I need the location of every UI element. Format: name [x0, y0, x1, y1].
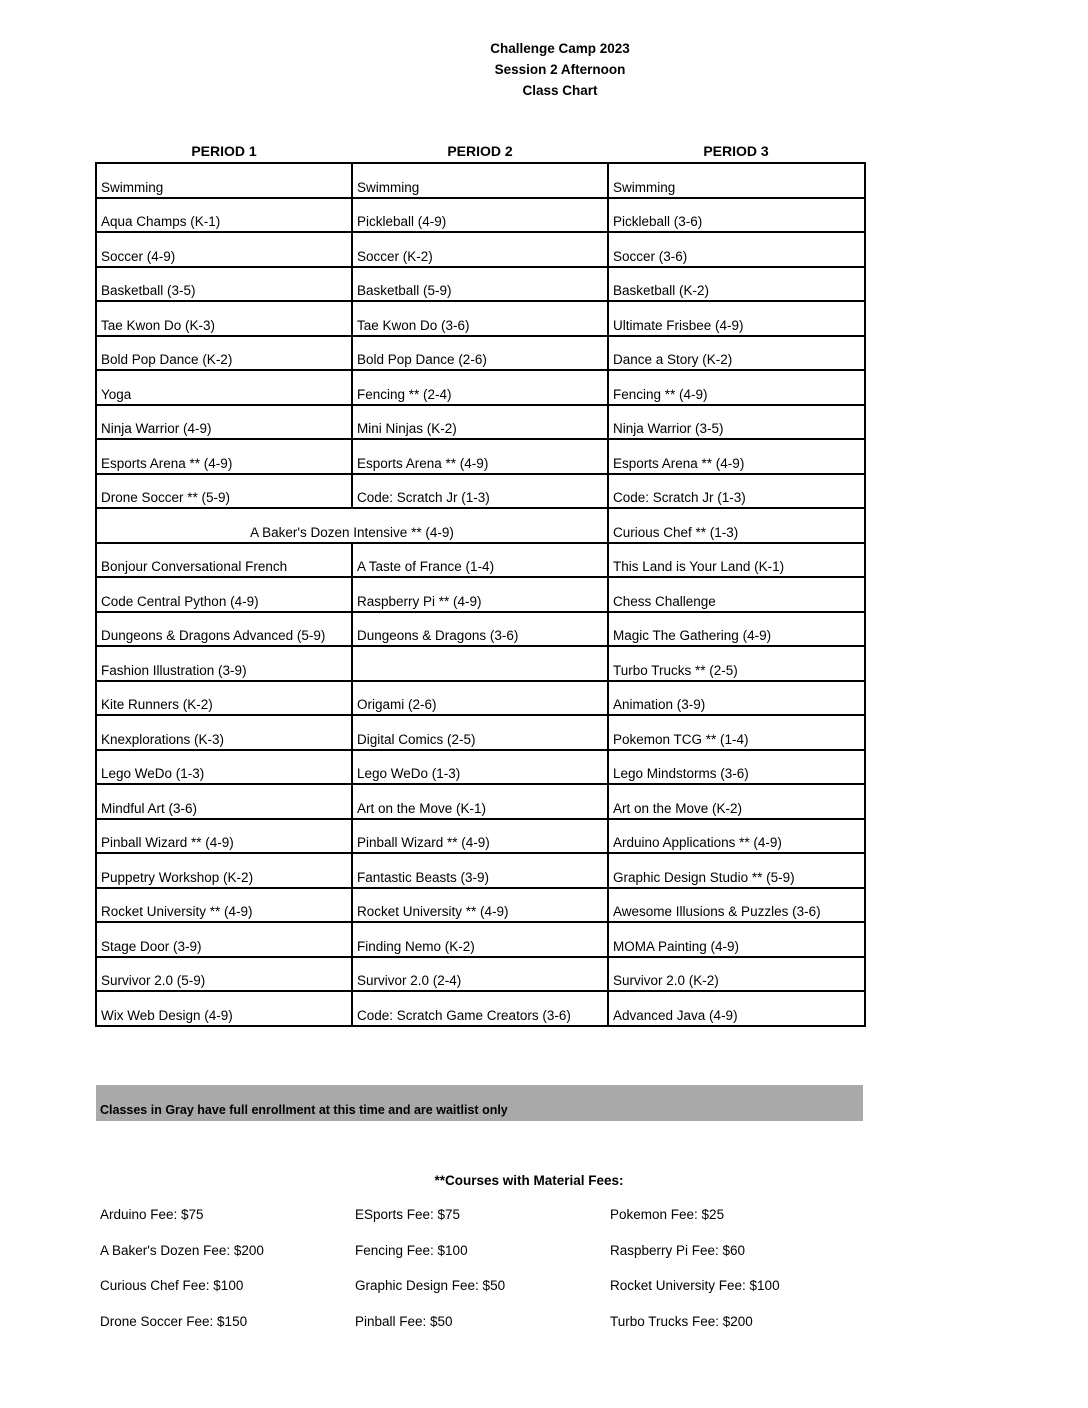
- fee-item: Fencing Fee: $100: [355, 1242, 468, 1258]
- schedule-row: [96, 922, 865, 957]
- title-line-session: Session 2 Afternoon: [494, 62, 626, 77]
- schedule-row: [96, 370, 865, 405]
- class-cell: Soccer (3-6): [608, 232, 865, 267]
- class-cell: Knexplorations (K-3): [96, 715, 352, 750]
- schedule-row: [96, 163, 865, 198]
- schedule-row: [96, 301, 865, 336]
- schedule-row: [96, 957, 865, 992]
- class-cell: A Taste of France (1-4): [352, 543, 608, 578]
- fee-item: A Baker's Dozen Fee: $200: [100, 1242, 264, 1258]
- class-cell: Code: Scratch Game Creators (3-6): [352, 991, 608, 1026]
- material-fees-heading: **Courses with Material Fees:: [434, 1173, 624, 1188]
- schedule-row: [96, 819, 865, 854]
- period-3-header: PERIOD 3: [703, 143, 769, 159]
- material-fees-list: [100, 1207, 870, 1349]
- schedule-row: [96, 474, 865, 509]
- class-cell: Code Central Python (4-9): [96, 577, 352, 612]
- class-cell: A Baker's Dozen Intensive ** (4-9): [96, 508, 608, 543]
- class-cell: Dungeons & Dragons (3-6): [352, 612, 608, 647]
- class-cell: Stage Door (3-9): [96, 922, 352, 957]
- class-cell: MOMA Painting (4-9): [608, 922, 865, 957]
- fee-item: Graphic Design Fee: $50: [355, 1278, 506, 1293]
- class-cell: Animation (3-9): [608, 681, 865, 716]
- fee-row: [100, 1314, 870, 1350]
- class-cell: Origami (2-6): [352, 681, 608, 716]
- class-cell: Drone Soccer ** (5-9): [96, 474, 352, 509]
- class-cell: Swimming: [352, 163, 608, 198]
- class-cell: Esports Arena ** (4-9): [608, 439, 865, 474]
- class-cell: Chess Challenge: [608, 577, 865, 612]
- class-cell: Fencing ** (4-9): [608, 370, 865, 405]
- class-cell: Advanced Java (4-9): [608, 991, 865, 1026]
- class-cell: Pokemon TCG ** (1-4): [608, 715, 865, 750]
- class-cell: Art on the Move (K-2): [608, 784, 865, 819]
- fee-item: Arduino Fee: $75: [100, 1207, 204, 1222]
- class-cell: Pickleball (3-6): [608, 198, 865, 233]
- class-cell: Dungeons & Dragons Advanced (5-9): [96, 612, 352, 647]
- class-cell: Basketball (3-5): [96, 267, 352, 302]
- class-cell: Swimming: [608, 163, 865, 198]
- class-cell: Pickleball (4-9): [352, 198, 608, 233]
- class-cell: Bold Pop Dance (K-2): [96, 336, 352, 371]
- class-cell: Basketball (5-9): [352, 267, 608, 302]
- title-line-camp: Challenge Camp 2023: [490, 41, 630, 56]
- class-cell: Lego Mindstorms (3-6): [608, 750, 865, 785]
- fee-row: [100, 1207, 870, 1243]
- schedule-row: [96, 543, 865, 578]
- schedule-row: [96, 232, 865, 267]
- class-cell: Basketball (K-2): [608, 267, 865, 302]
- class-cell: [352, 646, 608, 681]
- class-cell: Esports Arena ** (4-9): [352, 439, 608, 474]
- period-2-header: PERIOD 2: [447, 143, 513, 159]
- document-title: [0, 38, 1088, 101]
- class-cell: Lego WeDo (1-3): [352, 750, 608, 785]
- fee-item: Drone Soccer Fee: $150: [100, 1313, 248, 1329]
- fee-item: Rocket University Fee: $100: [610, 1278, 780, 1293]
- class-cell: This Land is Your Land (K-1): [608, 543, 865, 578]
- title-line-chart: Class Chart: [522, 83, 598, 98]
- schedule-row: [96, 646, 865, 681]
- class-cell: Graphic Design Studio ** (5-9): [608, 853, 865, 888]
- class-cell: Code: Scratch Jr (1-3): [352, 474, 608, 509]
- class-cell: Survivor 2.0 (2-4): [352, 957, 608, 992]
- schedule-row: [96, 439, 865, 474]
- schedule-row: [96, 715, 865, 750]
- period-1-header: PERIOD 1: [191, 143, 257, 159]
- class-cell: Curious Chef ** (1-3): [608, 508, 865, 543]
- class-cell: Puppetry Workshop (K-2): [96, 853, 352, 888]
- class-cell: Swimming: [96, 163, 352, 198]
- class-cell: Ninja Warrior (4-9): [96, 405, 352, 440]
- schedule-body: [96, 163, 865, 1026]
- class-cell: Rocket University ** (4-9): [352, 888, 608, 923]
- class-cell: Pinball Wizard ** (4-9): [352, 819, 608, 854]
- class-cell: Soccer (4-9): [96, 232, 352, 267]
- class-cell: Kite Runners (K-2): [96, 681, 352, 716]
- class-cell: Ultimate Frisbee (4-9): [608, 301, 865, 336]
- schedule-row: [96, 681, 865, 716]
- class-cell: Turbo Trucks ** (2-5): [608, 646, 865, 681]
- fee-item: Turbo Trucks Fee: $200: [610, 1313, 753, 1329]
- class-cell: Arduino Applications ** (4-9): [608, 819, 865, 854]
- schedule-row: [96, 508, 865, 543]
- class-cell: Bold Pop Dance (2-6): [352, 336, 608, 371]
- class-schedule-table: [95, 162, 866, 1027]
- fee-item: Pokemon Fee: $25: [610, 1207, 725, 1222]
- schedule-row: [96, 336, 865, 371]
- class-cell: Awesome Illusions & Puzzles (3-6): [608, 888, 865, 923]
- fee-row: [100, 1278, 870, 1314]
- fee-item: Pinball Fee: $50: [355, 1313, 453, 1329]
- waitlist-note: Classes in Gray have full enrollment at this time and are waitlist only: [100, 1103, 508, 1117]
- class-cell: Art on the Move (K-1): [352, 784, 608, 819]
- class-cell: Code: Scratch Jr (1-3): [608, 474, 865, 509]
- waitlist-note-bar: [96, 1085, 863, 1121]
- schedule-row: [96, 405, 865, 440]
- schedule-row: [96, 267, 865, 302]
- class-cell: Tae Kwon Do (3-6): [352, 301, 608, 336]
- fee-row: [100, 1243, 870, 1279]
- class-cell: Pinball Wizard ** (4-9): [96, 819, 352, 854]
- schedule-row: [96, 888, 865, 923]
- schedule-row: [96, 577, 865, 612]
- schedule-row: [96, 198, 865, 233]
- schedule-row: [96, 853, 865, 888]
- class-cell: Yoga: [96, 370, 352, 405]
- fee-item: ESports Fee: $75: [355, 1207, 461, 1222]
- class-cell: Mini Ninjas (K-2): [352, 405, 608, 440]
- class-cell: Raspberry Pi ** (4-9): [352, 577, 608, 612]
- class-cell: Tae Kwon Do (K-3): [96, 301, 352, 336]
- class-cell: Finding Nemo (K-2): [352, 922, 608, 957]
- class-cell: Mindful Art (3-6): [96, 784, 352, 819]
- class-cell: Soccer (K-2): [352, 232, 608, 267]
- class-cell: Rocket University ** (4-9): [96, 888, 352, 923]
- schedule-row: [96, 784, 865, 819]
- class-cell: Magic The Gathering (4-9): [608, 612, 865, 647]
- class-cell: Fashion Illustration (3-9): [96, 646, 352, 681]
- class-cell: Wix Web Design (4-9): [96, 991, 352, 1026]
- schedule-row: [96, 612, 865, 647]
- class-cell: Digital Comics (2-5): [352, 715, 608, 750]
- class-cell: Aqua Champs (K-1): [96, 198, 352, 233]
- class-cell: Lego WeDo (1-3): [96, 750, 352, 785]
- class-cell: Fencing ** (2-4): [352, 370, 608, 405]
- class-cell: Survivor 2.0 (K-2): [608, 957, 865, 992]
- class-cell: Bonjour Conversational French: [96, 543, 352, 578]
- fee-item: Curious Chef Fee: $100: [100, 1278, 244, 1293]
- class-cell: Fantastic Beasts (3-9): [352, 853, 608, 888]
- class-cell: Esports Arena ** (4-9): [96, 439, 352, 474]
- class-cell: Ninja Warrior (3-5): [608, 405, 865, 440]
- schedule-row: [96, 991, 865, 1026]
- fee-item: Raspberry Pi Fee: $60: [610, 1242, 746, 1258]
- schedule-row: [96, 750, 865, 785]
- class-cell: Survivor 2.0 (5-9): [96, 957, 352, 992]
- class-cell: Dance a Story (K-2): [608, 336, 865, 371]
